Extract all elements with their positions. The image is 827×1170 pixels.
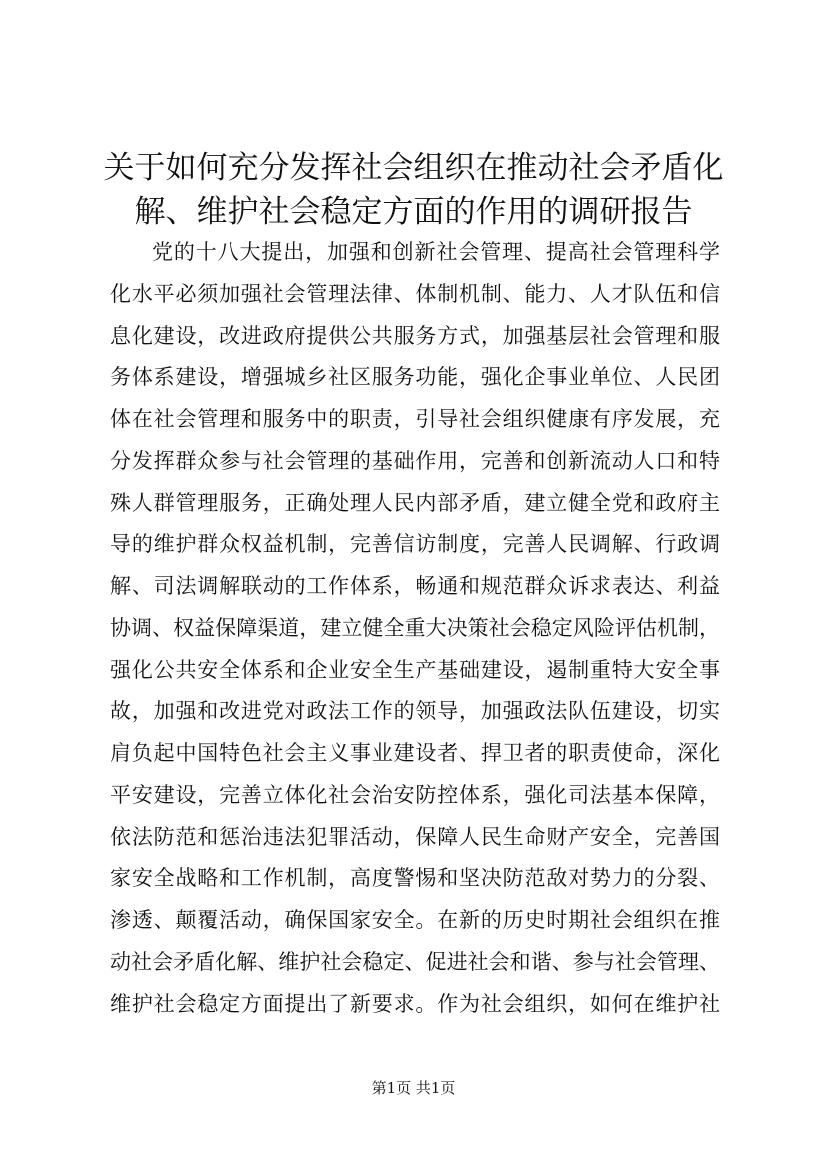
body-line: 党的十八大提出，加强和创新社会管理、提高社会管理科学 (152, 240, 720, 264)
body-line: 平安建设，完善立体化社会治安防控体系，强化司法基本保障， (110, 782, 720, 807)
body-line: 务体系建设，增强城乡社区服务功能，强化企事业单位、人民团 (110, 365, 720, 390)
body-line: 息化建设，改进政府提供公共服务方式，加强基层社会管理和服 (110, 323, 720, 348)
document-title (100, 146, 727, 234)
body-line: 导的维护群众权益机制，完善信访制度，完善人民调解、行政调 (110, 532, 720, 557)
body-paragraph (110, 232, 720, 1025)
body-line: 肩负起中国特色社会主义事业建设者、捍卫者的职责使命，深化 (110, 741, 720, 765)
body-line: 家安全战略和工作机制，高度警惕和坚决防范敌对势力的分裂、 (110, 866, 720, 891)
body-line: 殊人群管理服务，正确处理人民内部矛盾，建立健全党和政府主 (110, 490, 720, 515)
title-line-2: 解、维护社会稳定方面的作用的调研报告 (134, 194, 693, 230)
body-line: 体在社会管理和服务中的职责，引导社会组织健康有序发展，充 (110, 407, 720, 431)
body-line: 依法防范和惩治违法犯罪活动，保障人民生命财产安全，完善国 (110, 824, 720, 849)
body-line: 动社会矛盾化解、维护社会稳定、促进社会和谐、参与社会管理、 (110, 949, 720, 974)
body-line: 化水平必须加强社会管理法律、体制机制、能力、人才队伍和信 (110, 281, 720, 306)
body-line: 解、司法调解联动的工作体系，畅通和规范群众诉求表达、利益 (110, 574, 720, 598)
body-line: 强化公共安全体系和企业安全生产基础建设，遏制重特大安全事 (110, 657, 720, 682)
page-footer: 第1页 共1页 (371, 1079, 456, 1097)
body-line: 渗透、颠覆活动，确保国家安全。在新的历史时期社会组织在推 (110, 908, 720, 932)
body-line: 分发挥群众参与社会管理的基础作用，完善和创新流动人口和特 (110, 448, 720, 473)
body-line: 故，加强和改进党对政法工作的领导，加强政法队伍建设，切实 (110, 699, 720, 724)
body-line: 维护社会稳定方面提出了新要求。作为社会组织，如何在维护社 (110, 991, 720, 1016)
title-line-1: 关于如何充分发挥社会组织在推动社会矛盾化 (103, 150, 724, 186)
body-line: 协调、权益保障渠道，建立健全重大决策社会稳定风险评估机制， (110, 615, 720, 640)
